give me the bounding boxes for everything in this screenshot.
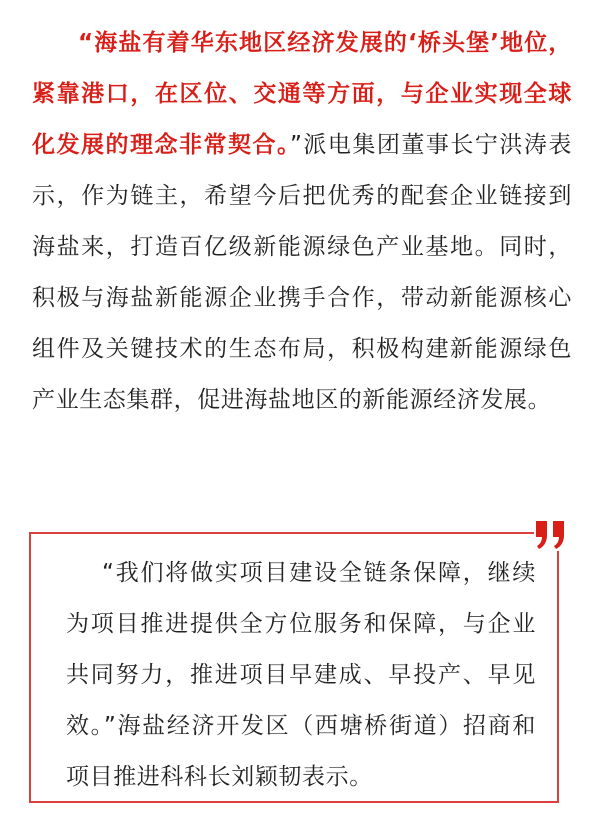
article-body xyxy=(32,18,572,426)
paragraph-text: ”派电集团董事长宁洪涛表示，作为链主，希望今后把优秀的配套企业链接到海盐来，打造百亿级新能源绿色产业基地。同时，积极与海盐新能源企业携手合作，带动新能源核心组件及关键技术的生态布局，积极构建新能源绿色产业生态集群，促进海盐地区的新能源经济发展。 xyxy=(32,132,572,413)
quote-text: “我们将做实项目建设全链条保障，继续为项目推进提供全方位服务和保障，与企业共同努力，推进项目早建成、早投产、早见效。”海盐经济开发区（西塘桥街道）招商和项目推进科科长刘颖韧表示。 xyxy=(66,560,536,790)
article-paragraph xyxy=(32,18,572,426)
highlighted-quote: “海盐有着华东地区经济发展的‘桥头堡’地位，紧靠港口，在区位、交通等方面，与企业实现全球化发展的理念非常契合。 xyxy=(32,30,572,158)
quote-marks-icon xyxy=(534,513,568,551)
